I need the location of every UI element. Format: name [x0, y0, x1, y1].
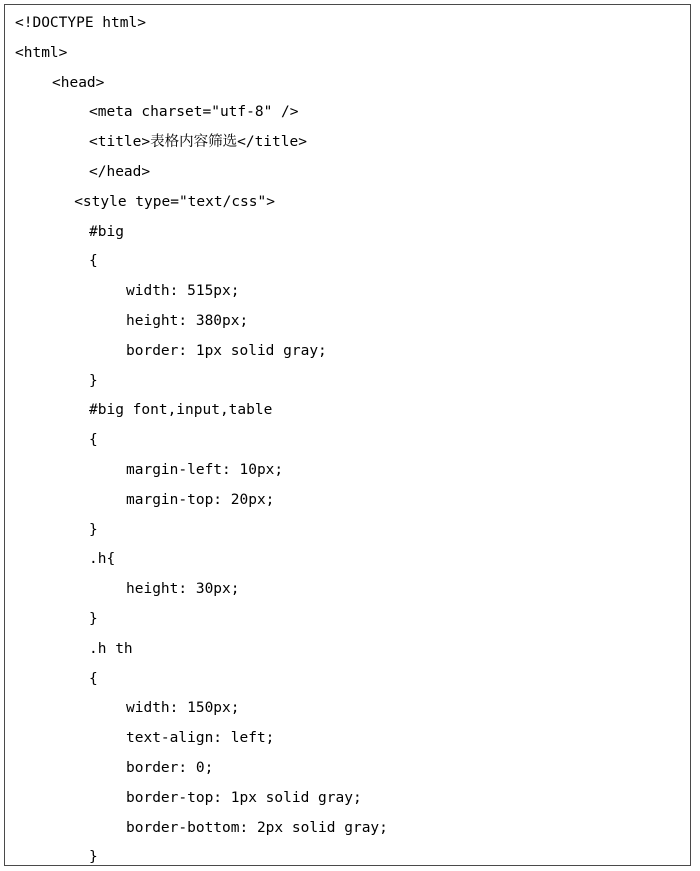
code-line: } — [89, 849, 98, 866]
code-line: { — [89, 432, 98, 449]
code-line: #big font,input,table — [89, 402, 273, 419]
code-line: border-bottom: 2px solid gray; — [126, 819, 388, 836]
code-line: <title>表格内容筛选</title> — [89, 134, 307, 151]
code-line: #big — [89, 223, 124, 240]
code-line: { — [89, 253, 98, 270]
code-line: <head> — [52, 74, 105, 91]
code-line: <meta charset="utf-8" /> — [89, 104, 299, 121]
code-line: } — [89, 521, 98, 538]
code-line: width: 150px; — [126, 700, 240, 717]
code-line: margin-left: 10px; — [126, 462, 284, 478]
code-line: } — [89, 611, 98, 627]
code-line: } — [89, 372, 98, 389]
code-line: width: 515px; — [126, 283, 240, 300]
code-line: <style type="text/css"> — [74, 193, 275, 210]
code-line: .h th — [89, 640, 133, 657]
code-line: border: 0; — [126, 760, 214, 776]
code-line: <!DOCTYPE html> — [15, 15, 146, 31]
code-line: .h{ — [89, 551, 116, 568]
code-line: margin-top: 20px; — [126, 491, 275, 508]
code-line: text-align: left; — [126, 730, 275, 747]
code-line: height: 30px; — [126, 581, 240, 598]
code-line: border-top: 1px solid gray; — [126, 789, 362, 806]
code-line: </head> — [89, 164, 151, 180]
code-line: border: 1px solid gray; — [126, 342, 327, 359]
code-line: { — [89, 670, 98, 687]
code-line: <html> — [15, 44, 68, 61]
code-line: height: 380px; — [126, 313, 249, 329]
code-listing-frame — [4, 4, 691, 866]
